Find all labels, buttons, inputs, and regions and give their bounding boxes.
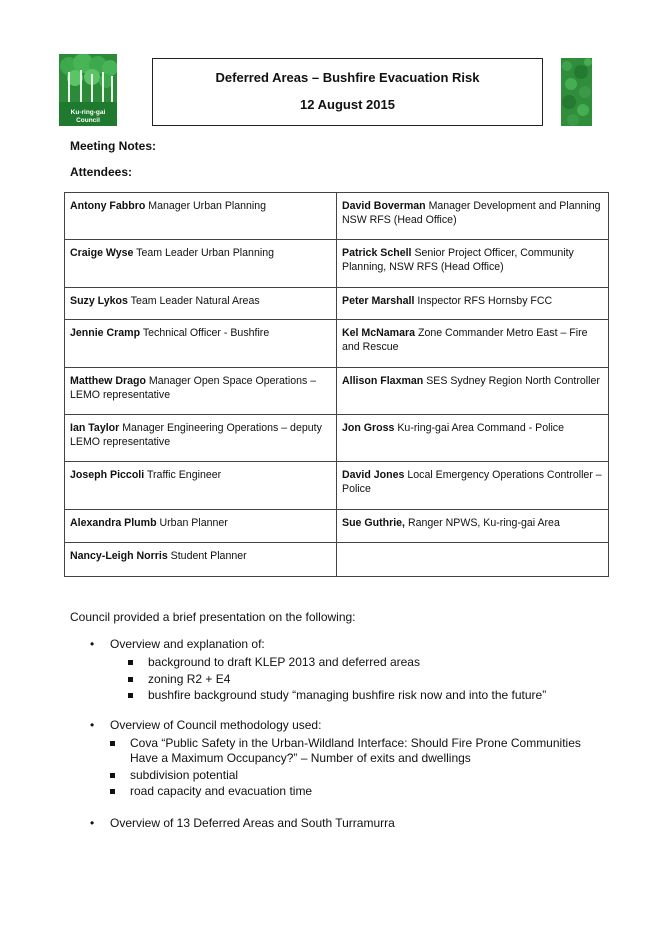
attendee-role: Urban Planner	[159, 517, 228, 529]
attendee-name: Joseph Piccoli	[70, 469, 145, 481]
attendee-name: Allison Flaxman	[342, 375, 424, 387]
attendee-cell	[337, 288, 609, 320]
attendee-cell	[337, 368, 609, 415]
attendee-cell	[337, 415, 609, 462]
attendee-name: Nancy-Leigh Norris	[70, 550, 168, 562]
sub-list-item	[110, 768, 608, 783]
attendee-role: Inspector RFS Hornsby FCC	[417, 295, 553, 307]
sub-list-item	[110, 736, 608, 766]
list-item	[90, 816, 395, 831]
attendee-cell	[65, 462, 337, 510]
attendee-name: Peter Marshall	[342, 295, 415, 307]
attendee-cell	[65, 320, 337, 368]
table-row	[65, 240, 609, 288]
table-row	[65, 462, 609, 510]
square-bullet-icon	[128, 660, 133, 665]
bullet-dot-icon: •	[90, 637, 95, 651]
leaf-decoration-icon	[561, 58, 592, 126]
table-row	[65, 368, 609, 415]
square-bullet-icon	[110, 741, 115, 746]
sub-list-item-text: Cova “Public Safety in the Urban-Wildland Interface: Should Fire Prone Communities Have a Maximum Occupancy?” – Number of exits and dwellings	[130, 736, 581, 765]
attendee-role: Local Emergency Operations Controller – Police	[342, 469, 602, 495]
attendee-role: Traffic Engineer	[146, 469, 222, 481]
document-title-box	[152, 58, 543, 126]
sub-list-item	[128, 688, 608, 703]
attendees-table	[64, 192, 609, 577]
attendee-role: Manager Urban Planning	[148, 200, 267, 212]
attendee-name: Patrick Schell	[342, 247, 412, 259]
attendee-cell	[337, 320, 609, 368]
attendee-cell	[65, 415, 337, 462]
sub-list-item-text: background to draft KLEP 2013 and deferred areas	[148, 655, 420, 669]
table-row	[65, 320, 609, 368]
attendee-cell	[65, 543, 337, 577]
attendee-role: Ranger NPWS, Ku-ring-gai Area	[407, 517, 560, 529]
sub-list-item-text: bushfire background study “managing bushfire risk now and into the future”	[148, 688, 547, 702]
list-item-text: Overview of 13 Deferred Areas and South Turramurra	[110, 816, 395, 830]
attendee-name: Sue Guthrie,	[342, 517, 405, 529]
list-item	[90, 718, 321, 733]
sub-list-item-text: subdivision potential	[130, 768, 239, 782]
attendee-cell	[337, 240, 609, 288]
bullet-dot-icon: •	[90, 816, 95, 830]
table-row	[65, 415, 609, 462]
attendee-name: Craige Wyse	[70, 247, 134, 259]
table-row	[65, 543, 609, 577]
document-date: 12 August 2015	[300, 97, 395, 112]
square-bullet-icon	[110, 773, 115, 778]
attendee-role: Zone Commander Metro East – Fire and Rescue	[342, 327, 588, 353]
sub-list-item	[128, 655, 608, 670]
tree-logo-icon	[59, 54, 117, 110]
attendee-cell	[65, 240, 337, 288]
attendee-cell	[65, 510, 337, 543]
logo-text: Ku-ring-gai Council	[70, 109, 106, 124]
list-item-text: Overview and explanation of:	[110, 637, 265, 651]
attendee-role: Manager Open Space Operations – LEMO representative	[70, 375, 317, 401]
attendee-name: Matthew Drago	[70, 375, 146, 387]
sub-list-item-text: zoning R2 + E4	[148, 672, 231, 686]
attendee-cell	[337, 543, 609, 577]
attendee-role: Ku-ring-gai Area Command - Police	[397, 422, 564, 434]
attendee-role: Team Leader Urban Planning	[136, 247, 274, 259]
attendee-role: SES Sydney Region North Controller	[426, 375, 600, 387]
attendee-role: Senior Project Officer, Community Planning, NSW RFS (Head Office)	[342, 247, 574, 273]
attendee-cell	[65, 368, 337, 415]
list-item-text: Overview of Council methodology used:	[110, 718, 322, 732]
square-bullet-icon	[128, 677, 133, 682]
attendee-name: Kel McNamara	[342, 327, 416, 339]
attendee-cell	[65, 288, 337, 320]
attendee-cell	[337, 510, 609, 543]
table-row	[65, 288, 609, 320]
attendee-name: Antony Fabbro	[70, 200, 146, 212]
document-title: Deferred Areas – Bushfire Evacuation Risk	[215, 70, 480, 85]
table-row	[65, 510, 609, 543]
attendee-role: Technical Officer - Bushfire	[142, 327, 270, 339]
bullet-dot-icon: •	[90, 718, 95, 732]
attendee-name: David Boverman	[342, 200, 426, 212]
sub-list-item	[110, 784, 608, 799]
square-bullet-icon	[110, 789, 115, 794]
square-bullet-icon	[128, 693, 133, 698]
attendee-name: David Jones	[342, 469, 405, 481]
list-item	[90, 637, 265, 652]
attendee-name: Jennie Cramp	[70, 327, 141, 339]
attendee-name: Ian Taylor	[70, 422, 120, 434]
sub-list-item-text: road capacity and evacuation time	[130, 784, 313, 798]
attendee-name: Suzy Lykos	[70, 295, 128, 307]
attendee-role: Manager Engineering Operations – deputy LEMO representative	[70, 422, 322, 448]
attendee-role: Manager Development and Planning NSW RFS (Head Office)	[342, 200, 601, 226]
meeting-notes-heading: Meeting Notes:	[70, 139, 157, 153]
attendee-role: Student Planner	[170, 550, 247, 562]
attendee-role: Team Leader Natural Areas	[130, 295, 260, 307]
presentation-intro: Council provided a brief presentation on the following:	[70, 610, 356, 624]
table-row	[65, 193, 609, 240]
sub-list-item	[128, 672, 608, 687]
attendee-cell	[65, 193, 337, 240]
council-logo	[59, 54, 117, 126]
attendees-heading: Attendees:	[70, 165, 133, 179]
attendee-name: Jon Gross	[342, 422, 395, 434]
attendee-cell	[337, 462, 609, 510]
attendee-name: Alexandra Plumb	[70, 517, 157, 529]
attendee-cell	[337, 193, 609, 240]
